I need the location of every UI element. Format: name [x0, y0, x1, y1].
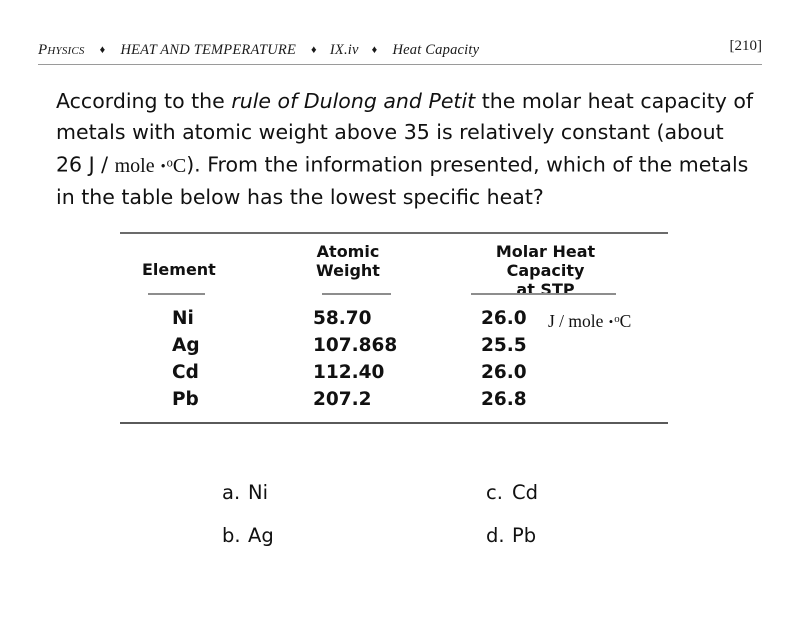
breadcrumb-title: Heat Capacity — [392, 42, 480, 58]
header-divider — [38, 64, 762, 65]
question-part-2: the molar heat capacity of metals with atomic weight above 35 is relatively constant (about 26 J / — [56, 89, 754, 177]
breadcrumb-separator-icon: ♦ — [311, 44, 317, 56]
breadcrumb — [38, 42, 479, 59]
column-header-atomic-weight-line1: Atomic — [316, 242, 380, 261]
column-header-underline — [148, 293, 205, 295]
table-cell-atomic-weight: 107.868 — [313, 335, 398, 356]
column-header-element: Element — [142, 260, 216, 279]
answer-choice-d-letter: d. — [486, 524, 505, 547]
table-cell-molar-heat-capacity: 25.5 — [481, 335, 527, 356]
table-cell-molar-heat-capacity: 26.0 — [481, 308, 527, 329]
unit-celsius: C — [619, 310, 632, 331]
table-cell-element: Ni — [172, 308, 194, 329]
data-table — [120, 232, 668, 426]
table-unit-label — [548, 310, 631, 331]
table-cell-atomic-weight: 58.70 — [313, 308, 372, 329]
column-header-atomic-weight-line2: Weight — [316, 261, 380, 280]
answer-choices — [222, 482, 622, 562]
unit-bullet-icon: • — [160, 158, 166, 175]
unit-bullet-icon: • — [608, 314, 614, 329]
table-cell-molar-heat-capacity: 26.8 — [481, 389, 527, 410]
question-text — [56, 86, 756, 213]
answer-choice-b[interactable] — [222, 525, 274, 547]
question-part-3: ). From the information presented, which of the metals in the table below has the lowest specific heat? — [56, 152, 749, 210]
answer-choice-b-text: Ag — [248, 524, 274, 547]
column-header-underline — [322, 293, 391, 295]
column-header-atomic-weight — [309, 242, 387, 280]
table-cell-element: Cd — [172, 362, 199, 383]
table-cell-molar-heat-capacity: 26.0 — [481, 362, 527, 383]
page-number: [210] — [729, 38, 762, 54]
breadcrumb-topic: HEAT AND TEMPERATURE — [120, 42, 297, 58]
answer-choice-a-letter: a. — [222, 481, 241, 504]
column-header-molar-heat-line2: at STP — [516, 280, 575, 299]
answer-choice-c-text: Cd — [512, 481, 538, 504]
unit-degree-symbol: o — [166, 155, 173, 169]
table-cell-atomic-weight: 207.2 — [313, 389, 372, 410]
answer-choice-c-letter: c. — [486, 481, 503, 504]
answer-choice-b-letter: b. — [222, 524, 241, 547]
question-part-1: According to the — [56, 89, 232, 113]
unit-prefix: J / mole — [548, 310, 608, 331]
unit-mole: mole — [114, 154, 155, 177]
column-header-molar-heat-capacity — [468, 242, 623, 299]
column-header-underline — [471, 293, 616, 295]
answer-choice-a[interactable] — [222, 482, 268, 504]
question-unit-expression — [115, 155, 187, 177]
table-bottom-rule — [120, 422, 668, 424]
table-cell-element: Pb — [172, 389, 199, 410]
unit-celsius: C — [172, 154, 187, 177]
running-head — [38, 38, 762, 64]
table-top-rule — [120, 232, 668, 234]
answer-choice-c[interactable] — [486, 482, 538, 504]
answer-choice-a-text: Ni — [248, 481, 269, 504]
breadcrumb-separator-icon: ♦ — [99, 44, 106, 56]
question-emphasis: rule of Dulong and Petit — [231, 89, 476, 113]
answer-choice-d-text: Pb — [512, 524, 537, 547]
unit-degree-symbol: o — [614, 313, 620, 325]
table-cell-element: Ag — [172, 335, 200, 356]
breadcrumb-separator-icon: ♦ — [371, 44, 378, 56]
breadcrumb-section: IX.iv — [329, 42, 359, 58]
breadcrumb-subject: Physics — [38, 42, 85, 58]
column-header-molar-heat-line1: Molar Heat Capacity — [495, 242, 596, 280]
table-cell-atomic-weight: 112.40 — [313, 362, 385, 383]
answer-choice-d[interactable] — [486, 525, 536, 547]
